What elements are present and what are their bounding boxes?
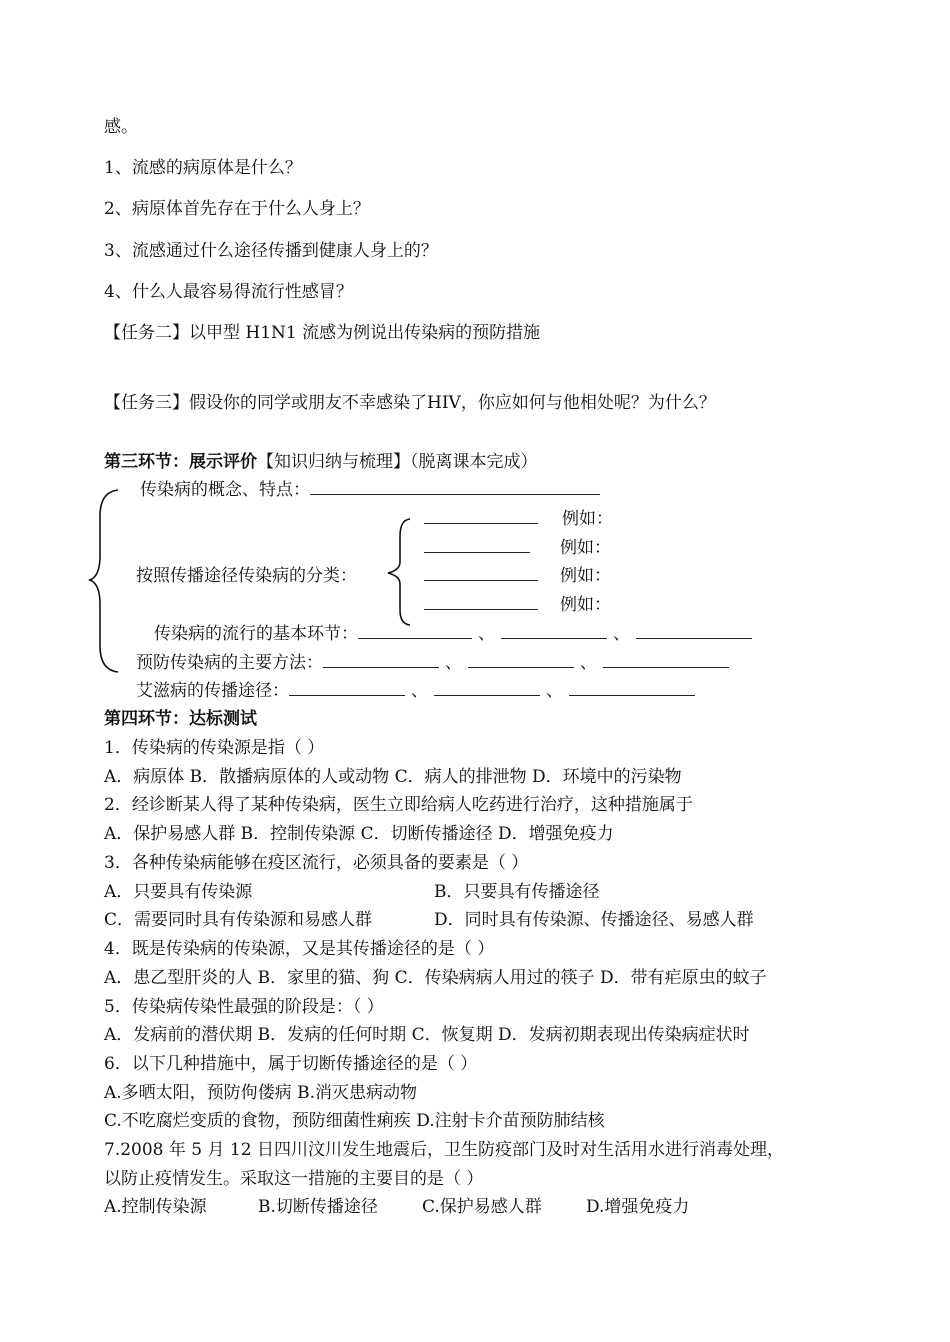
links-blank-2[interactable] (501, 623, 607, 639)
example-label-1: 例如： (562, 509, 613, 529)
q7-option-c: C.保护易感人群 (422, 1197, 542, 1217)
q3-option-c: C．需要同时具有传染源和易感人群 (104, 910, 373, 930)
test-line-8: 5．传染病传染性最强的阶段是：（ ） (104, 997, 384, 1017)
test-line-3: 2．经诊断某人得了某种传染病，医生立即给病人吃药进行治疗，这种措施属于 (104, 795, 693, 815)
category-row-3 (424, 565, 611, 587)
test-line-5: 3．各种传染病能够在疫区流行，必须具备的要素是（ ） (104, 853, 529, 873)
concept-label: 传染病的概念、特点： (140, 480, 310, 500)
category-blank-4[interactable] (424, 594, 538, 610)
q7-option-d: D.增强免疫力 (586, 1197, 690, 1217)
q7-option-a: A.控制传染源 (104, 1197, 207, 1217)
aids-blank-1[interactable] (289, 680, 405, 696)
test-line-12: C.不吃腐烂变质的食物，预防细菌性痢疾 D.注射卡介苗预防肺结核 (104, 1111, 605, 1131)
separator: 、 (445, 653, 462, 673)
test-line-13: 7.2008 年 5 月 12 日四川汶川发生地震后，卫生防疫部门及时对生活用水进行消毒处理， (104, 1140, 784, 1160)
example-label-2: 例如： (560, 538, 611, 558)
test-line-6: 4．既是传染病的传染源，又是其传播途径的是（ ） (104, 939, 495, 959)
test-line-9: A．发病前的潜伏期 B．发病的任何时期 C．恢复期 D．发病初期表现出传染病症状时 (104, 1025, 750, 1045)
section4-heading: 第四环节：达标测试 (104, 709, 257, 729)
question-1: 1、流感的病原体是什么？ (104, 158, 302, 178)
test-line-10: 6．以下几种措施中，属于切断传播途径的是（ ） (104, 1054, 478, 1074)
links-row (154, 623, 752, 645)
task-2: 【任务二】以甲型 H1N1 流感为例说出传染病的预防措施 (104, 323, 541, 343)
task-3: 【任务三】假设你的同学或朋友不幸感染了HIV，你应如何与他相处呢？为什么？ (104, 393, 716, 413)
prevent-blank-3[interactable] (603, 652, 729, 668)
category-row-1 (424, 508, 613, 530)
prevent-label: 预防传染病的主要方法： (136, 653, 323, 673)
category-blank-1[interactable] (424, 508, 538, 524)
separator: 、 (546, 681, 563, 701)
test-line-7: A．患乙型肝炎的人 B．家里的猫、狗 C．传染病病人用过的筷子 D．带有疟原虫的蚊子 (104, 968, 767, 988)
example-label-4: 例如： (560, 595, 611, 615)
example-label-3: 例如： (560, 566, 611, 586)
test-line-14: 以防止疫情发生。采取这一措施的主要目的是（ ） (104, 1169, 484, 1189)
separator: 、 (580, 653, 597, 673)
aids-blank-2[interactable] (434, 680, 540, 696)
q7-option-b: B.切断传播途径 (258, 1197, 378, 1217)
question-3: 3、流感通过什么途径传播到健康人身上的？ (104, 241, 438, 261)
test-line-11: A.多晒太阳，预防佝偻病 B.消灭患病动物 (104, 1083, 417, 1103)
aids-row (136, 680, 695, 702)
test-line-2: A．病原体 B．散播病原体的人或动物 C．病人的排泄物 D．环境中的污染物 (104, 767, 682, 787)
concept-row (140, 479, 600, 501)
section3-heading (104, 451, 538, 473)
prevent-row (136, 652, 729, 674)
aids-blank-3[interactable] (569, 680, 695, 696)
prevent-blank-2[interactable] (468, 652, 574, 668)
aids-label: 艾滋病的传播途径： (136, 681, 289, 701)
prevent-blank-1[interactable] (323, 652, 439, 668)
separator: 、 (478, 624, 495, 644)
category-row-4 (424, 594, 611, 616)
inner-brace (384, 516, 414, 628)
intro-tail: 感。 (104, 117, 138, 137)
category-row-2 (424, 537, 611, 559)
classify-label: 按照传播途径传染病的分类： (136, 566, 357, 586)
links-blank-3[interactable] (636, 623, 752, 639)
category-blank-2[interactable] (424, 537, 530, 553)
q3-option-d: D．同时具有传染源、传播途径、易感人群 (434, 910, 754, 930)
q3-option-a: A．只要具有传染源 (104, 882, 253, 902)
category-blank-3[interactable] (424, 565, 538, 581)
separator: 、 (613, 624, 630, 644)
links-label: 传染病的流行的基本环节： (154, 624, 358, 644)
concept-blank[interactable] (310, 479, 600, 495)
outer-brace (86, 486, 126, 676)
links-blank-1[interactable] (358, 623, 472, 639)
test-line-1: 1．传染病的传染源是指（ ） (104, 738, 325, 758)
section3-title: 第三环节：展示评价 (104, 452, 257, 472)
question-2: 2、病原体首先存在于什么人身上？ (104, 199, 370, 219)
test-line-4: A．保护易感人群 B．控制传染源 C．切断传播途径 D．增强免疫力 (104, 824, 614, 844)
section3-subtitle: 【知识归纳与梳理】（脱离课本完成） (257, 452, 538, 472)
q3-option-b: B．只要具有传播途径 (434, 882, 600, 902)
separator: 、 (411, 681, 428, 701)
question-4: 4、什么人最容易得流行性感冒？ (104, 282, 353, 302)
